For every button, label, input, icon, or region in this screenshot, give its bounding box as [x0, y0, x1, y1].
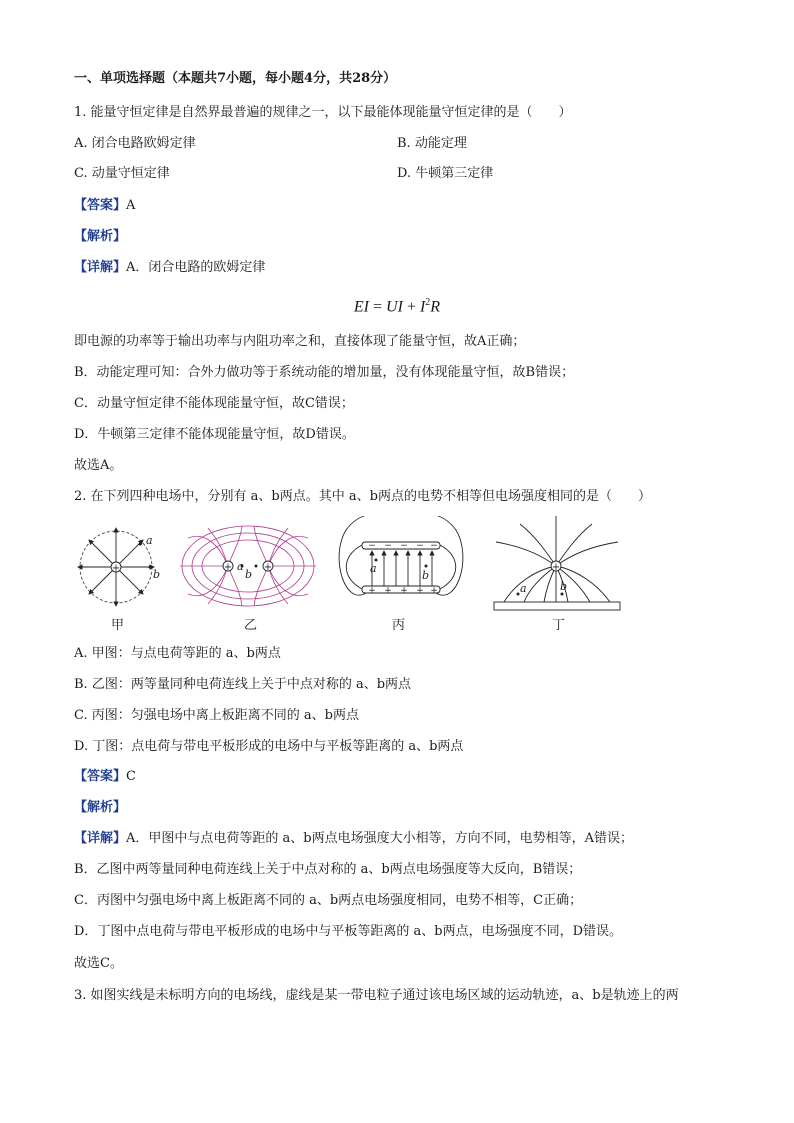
q3-stem: 3. 如图实线是未标明方向的电场线，虚线是某一带电粒子通过该电场区域的运动轨迹，a、b是轨迹上的两 [74, 988, 679, 1003]
q2-detail-line-4: D．丁图中点电荷与带电平板形成的电场中与平板等距离的 a、b两点，电场强度不同，D错误。 [74, 924, 623, 939]
point-b-label: b [560, 580, 568, 593]
charge-sign-right: + [263, 562, 273, 573]
formula-lhs: EI [353, 298, 370, 316]
answer-value: C [126, 769, 136, 784]
q1-formula [0, 297, 794, 316]
q1-option-c: C. 动量守恒定律 [74, 166, 170, 181]
minus-sign: − [400, 541, 408, 551]
q2-option-d: D. 丁图：点电荷与带电平板形成的电场中与平板等距离的 a、b两点 [74, 739, 464, 754]
formula-exp: 2 [425, 297, 431, 308]
q2-option-b: B. 乙图：两等量同种电荷连线上关于中点对称的 a、b两点 [74, 677, 412, 692]
caption-bing: 丙 [392, 618, 406, 633]
minus-sign: − [384, 541, 392, 551]
point-a-label: a [520, 582, 527, 595]
q2-conclusion: 故选C。 [74, 956, 123, 971]
section-title: 一、单项选择题（本题共7小题，每小题4分，共28分） [74, 71, 397, 86]
q1-option-d: D. 牛顿第三定律 [397, 166, 494, 181]
figure-bing [336, 516, 466, 612]
q2-analysis-tag: 【解析】 [74, 800, 127, 815]
detail-tag: 【详解】 [74, 831, 127, 846]
q1-option-b: B. 动能定理 [397, 136, 467, 151]
plus-sign: + [416, 586, 424, 596]
charge-sign: + [111, 563, 121, 574]
charge-sign: + [551, 562, 561, 573]
q2-detail-line-2: B．乙图中两等量同种电荷连线上关于中点对称的 a、b两点电场强度等大反向，B错误； [74, 862, 582, 877]
plus-sign: + [368, 586, 376, 596]
figure-yi [178, 522, 318, 610]
q1-line-3: C．动量守恒定律不能体现能量守恒，故C错误； [74, 396, 354, 411]
q2-option-a: A. 甲图：与点电荷等距的 a、b两点 [74, 646, 281, 661]
answer-tag: 【答案】 [74, 198, 127, 213]
q2-answer [74, 768, 136, 786]
plus-sign: + [384, 586, 392, 596]
formula-t2a: I [419, 298, 426, 316]
point-a-label: a [146, 534, 153, 547]
detail-tag: 【详解】 [74, 260, 127, 275]
minus-sign: − [416, 541, 424, 551]
minus-sign: − [368, 541, 376, 551]
caption-jia: 甲 [111, 618, 125, 633]
detail-intro: A．闭合电路的欧姆定律 [126, 260, 266, 275]
point-b-label: b [245, 568, 253, 581]
q1-analysis-tag: 【解析】 [74, 229, 127, 244]
point-a-label: a [370, 562, 377, 575]
q1-line-2: B．动能定理可知：合外力做功等于系统动能的增加量，没有体现能量守恒，故B错误； [74, 365, 575, 380]
q2-option-c: C. 丙图：匀强电场中离上板距离不同的 a、b两点 [74, 708, 359, 723]
q2-detail-line-1 [74, 830, 633, 848]
q2-stem: 2. 在下列四种电场中，分别有 a、b两点。其中 a、b两点的电势不相等但电场强度相同的是（ ） [74, 489, 651, 504]
point-a-label: a [237, 560, 244, 573]
charge-sign-left: + [223, 562, 233, 573]
q1-line-1: 即电源的功率等于输出功率与内阻功率之和，直接体现了能量守恒，故A正确； [74, 334, 526, 349]
q1-stem: 1. 能量守恒定律是自然界最普遍的规律之一，以下最能体现能量守恒定律的是（ ） [74, 105, 572, 120]
answer-tag: 【答案】 [74, 769, 127, 784]
plus-sign: + [400, 586, 408, 596]
formula-plus: + [402, 298, 420, 316]
q1-line-4: D．牛顿第三定律不能体现能量守恒，故D错误。 [74, 427, 355, 442]
q1-answer [74, 197, 135, 215]
formula-t1: UI [386, 298, 403, 316]
detail-text: A．甲图中与点电荷等距的 a、b两点电场强度大小相等，方向不同，电势相等，A错误； [126, 831, 633, 846]
point-b-label: b [422, 569, 430, 582]
formula-eq: = [369, 298, 387, 316]
answer-value: A [126, 198, 136, 213]
caption-yi: 乙 [244, 618, 258, 633]
formula-t2b: R [430, 298, 441, 316]
figure-jia [74, 520, 160, 614]
q2-detail-line-3: C．丙图中匀强电场中离上板距离不同的 a、b两点电场强度相同，电势不相等，C正确； [74, 893, 583, 908]
q1-conclusion: 故选A。 [74, 458, 123, 473]
q1-detail [74, 259, 265, 277]
point-b-label: b [153, 568, 160, 581]
plus-sign: + [430, 586, 438, 596]
figure-ding [490, 514, 624, 614]
minus-sign: − [430, 541, 438, 551]
q1-option-a: A. 闭合电路欧姆定律 [74, 136, 196, 151]
caption-ding: 丁 [552, 618, 566, 633]
